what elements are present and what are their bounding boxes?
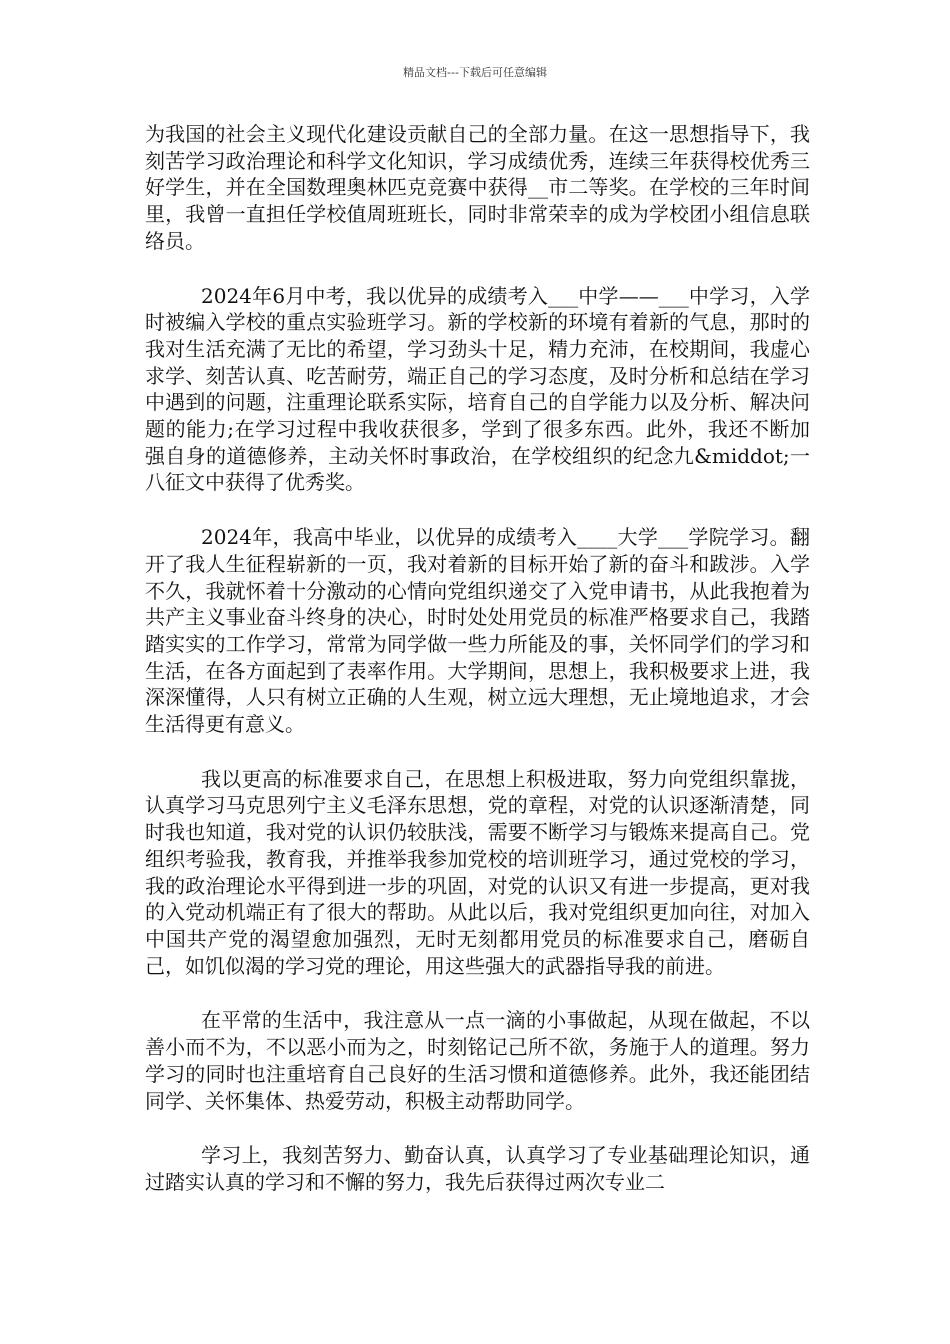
paragraph-middle-school: 2024年6月中考，我以优异的成绩考入___中学——___中学习，入学时被编入学校的重点实验班学习。新的学校新的环境有着新的气息，那时的我对生活充满了无比的希望，学习劲头十足，精力充沛，在校期间，我虚心求学、刻苦认真、吃苦耐劳，端正自己的学习态度，及时分析和总结在学习中遇到的问题，注重理论联系实际，培育自己的自学能力以及分析、解决问题的能力;在学习过程中我收获很多，学到了很多东西。此外，我还不断加强自身的道德修养，主动关怀时事政治，在学校组织的纪念九&middot;一八征文中获得了优秀奖。 (145, 283, 810, 495)
paragraph-university: 2024年，我高中毕业，以优异的成绩考入____大学___学院学习。翻开了我人生征程崭新的一页，我对着新的目标开始了新的奋斗和跋涉。入学不久，我就怀着十分激动的心情向党组织递交了入党申请书，从此我抱着为共产主义事业奋斗终身的决心，时时处处用党员的标准严格要求自己，我踏踏实实的工作学习，常常为同学做一些力所能及的事，关怀同学们的学习和生活，在各方面起到了表率作用。大学期间，思想上，我积极要求上进，我深深懂得，人只有树立正确的人生观，树立远大理想，无止境地追求，才会生活得更有意义。 (145, 525, 810, 737)
page-header: 精品文档---下载后可任意编辑 (403, 66, 547, 79)
paragraph-daily-life: 在平常的生活中，我注意从一点一滴的小事做起，从现在做起，不以善小而不为，不以恶小而为之，时刻铭记己所不欲，务施于人的道理。努力学习的同时也注重培育自己良好的生活习惯和道德修养。此外，我还能团结同学、关怀集体、热爱劳动，积极主动帮助同学。 (145, 1008, 810, 1113)
paragraph-continuation: 为我国的社会主义现代化建设贡献自己的全部力量。在这一思想指导下，我刻苦学习政治理论和科学文化知识，学习成绩优秀，连续三年获得校优秀三好学生，并在全国数理奥林匹克竞赛中获得__市二等奖。在学校的三年时间里，我曾一直担任学校值周班班长，同时非常荣幸的成为学校团小组信息联络员。 (145, 122, 810, 253)
paragraph-party-study: 我以更高的标准要求自己，在思想上积极进取，努力向党组织靠拢，认真学习马克思列宁主义毛泽东思想，党的章程，对党的认识逐渐清楚，同时我也知道，我对党的认识仍较肤浅，需要不断学习与锻炼来提高自己。党组织考验我，教育我，并推举我参加党校的培训班学习，通过党校的学习，我的政治理论水平得到进一步的巩固，对党的认识又有进一步提高，更对我的入党动机端正有了很大的帮助。从此以后，我对党组织更加向往，对加入中国共产党的渴望愈加强烈，无时无刻都用党员的标准要求自己，磨砺自己，如饥似渴的学习党的理论，用这些强大的武器指导我的前进。 (145, 766, 810, 978)
paragraph-study: 学习上，我刻苦努力、勤奋认真，认真学习了专业基础理论知识，通过踏实认真的学习和不懈的努力，我先后获得过两次专业二 (145, 1143, 810, 1194)
document-body (145, 121, 810, 1224)
